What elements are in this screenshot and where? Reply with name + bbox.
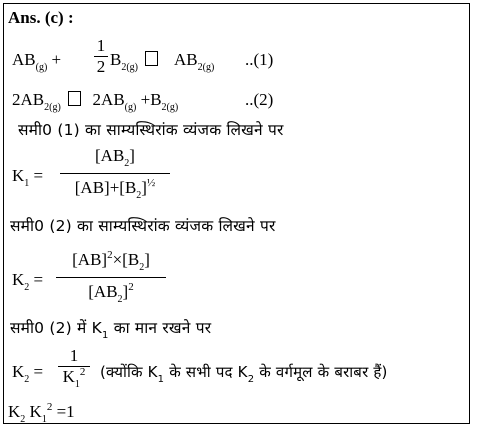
k2b-note: (क्योंकि $K_1$ के सभी पद $K_2$ के वर्गमूल के बराबर हैं) <box>100 363 388 385</box>
eq1-half: $\frac{1}{2}$ <box>94 36 108 77</box>
k2-expression: $K_2$ = $\frac{[AB]^2\times[B_2]}{[AB_2]^2}$ <box>12 250 212 310</box>
eq1-ab: AB <box>12 50 36 69</box>
eq1-ab-state: (g) <box>35 62 48 73</box>
eq1-product: AB <box>174 50 198 69</box>
text-line-3: समी0 (2) में $K_1$ का मान रखने पर <box>10 319 212 341</box>
text-line-2: समी0 (2) का साम्यस्थिरांक व्यंजक लिखने पर <box>10 217 276 235</box>
k1-expression: $K_1$ = $\frac{[AB_2]}{[AB]+[B_2]^{\frac{1}{2}}}$ <box>12 146 212 204</box>
eq1-label: ..(1) <box>245 50 274 69</box>
eq1-b2: B <box>110 50 122 69</box>
equilibrium-arrow-icon <box>145 51 158 66</box>
equilibrium-arrow-icon-2 <box>68 91 81 106</box>
eq1-b2-state: 2(g) <box>121 62 139 73</box>
k2b-fraction: $\frac{1}{K_1^2}$ <box>58 346 90 390</box>
k1-fraction: $\frac{[AB_2]}{[AB]+[B_2]^{\frac{1}{2}}}$ <box>60 146 170 201</box>
eq2-label: ..(2) <box>245 90 274 109</box>
eq2-reactant: 2AB <box>12 90 45 109</box>
eq1-product-state: 2(g) <box>197 62 215 73</box>
k2-reciprocal: $K_2$ = $\frac{1}{K_1^2}$ (क्योंकि $K_1$ के सभी पद $K_2$ के वर्गमूल के बराबर हैं) <box>12 346 388 390</box>
answer-heading: Ans. (c) : <box>8 8 74 27</box>
equation-2: $2AB_{2(g)}$ $2AB_{(g)} +B_{2(g)}$ ..(2) <box>12 90 274 113</box>
final-result: $K_2$ $K_1^2 =1$ <box>8 401 75 425</box>
eq1-plus: + <box>51 50 62 69</box>
k2-fraction: $\frac{[AB]^2\times[B_2]}{[AB_2]^2}$ <box>56 250 166 305</box>
eq2-product: 2AB <box>92 90 125 109</box>
text-line-1: समी0 (1) का साम्यस्थिरांक व्यंजक लिखने पर <box>18 121 284 139</box>
